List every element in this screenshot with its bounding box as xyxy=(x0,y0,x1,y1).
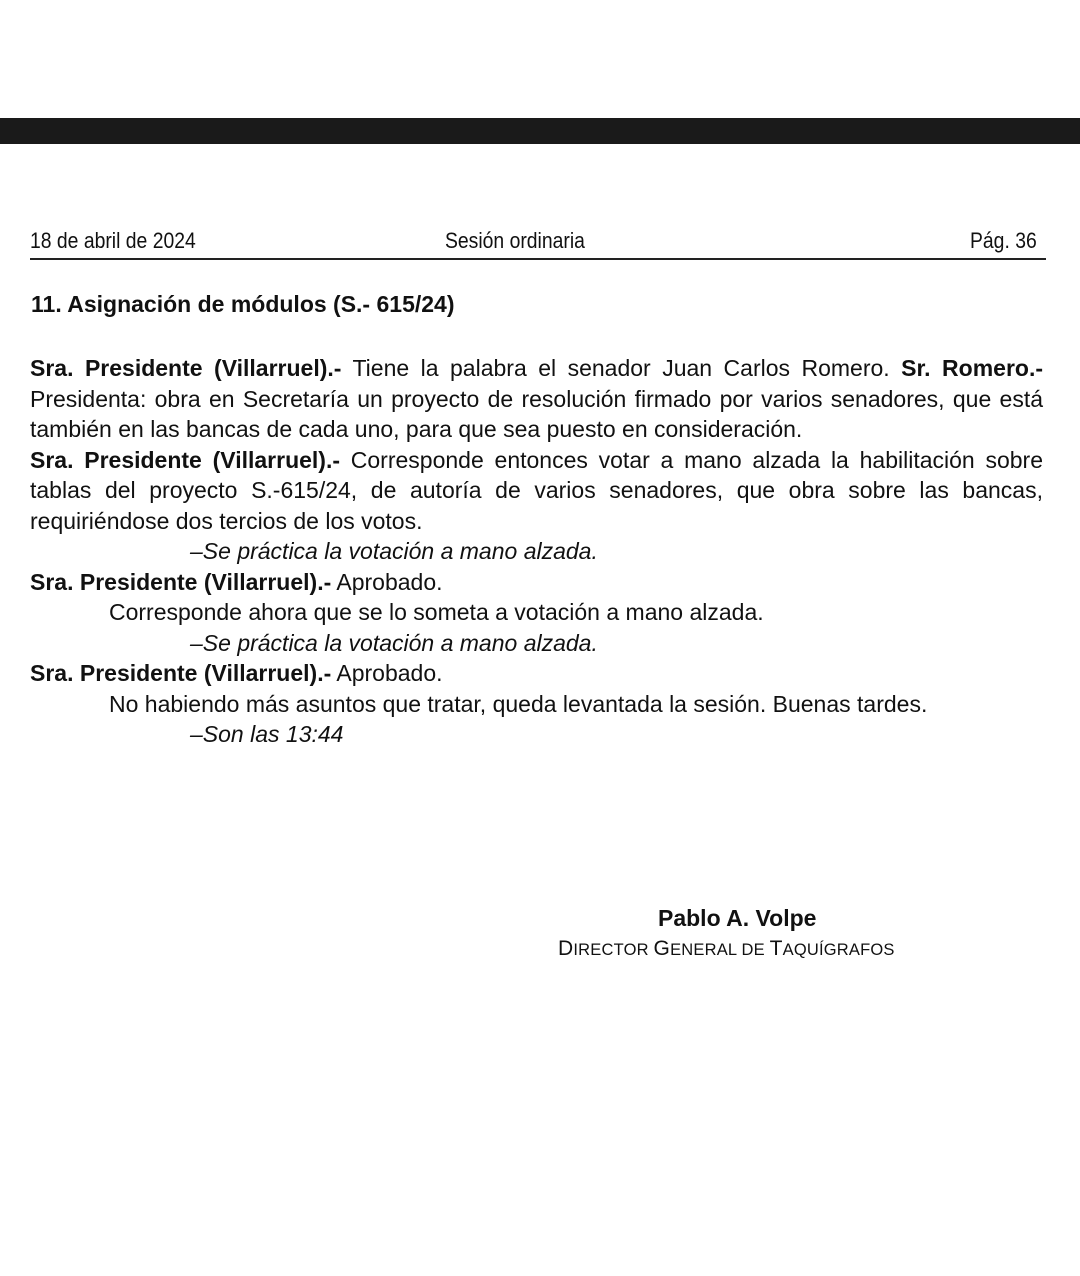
speech-text: Tiene la palabra el senador Juan Carlos Romero. xyxy=(341,355,902,381)
signature-block xyxy=(558,902,978,965)
stage-direction: –Son las 13:44 xyxy=(190,721,344,747)
speaker-label: Sra. Presidente (Villarruel).- xyxy=(30,446,341,473)
speech-text: Presidenta: obra en Secretaría un proyecto de resolución firmado por varios senadores, que está también en las bancas de cada uno, para que sea puesto en consideración. xyxy=(30,385,1043,442)
top-bar xyxy=(0,118,1080,144)
title-cap: D xyxy=(558,937,574,960)
stage-direction: –Se práctica la votación a mano alzada. xyxy=(190,538,598,564)
stage-direction: –Se práctica la votación a mano alzada. xyxy=(190,629,598,656)
title-small-caps: ENERAL DE xyxy=(670,941,770,959)
section-title: 11. Asignación de módulos (S.- 615/24) xyxy=(31,291,455,317)
speech-text: Aprobado. xyxy=(331,568,443,595)
header-date: 18 de abril de 2024 xyxy=(30,228,196,253)
paragraph-5 xyxy=(30,658,1043,689)
page-header xyxy=(30,226,1046,260)
title-cap: T xyxy=(769,937,783,960)
paragraph-2 xyxy=(30,445,1043,537)
title-cap: G xyxy=(653,937,671,960)
signatory-title xyxy=(558,934,978,965)
speaker-label: Sra. Presidente (Villarruel).- xyxy=(30,660,332,686)
header-session: Sesión ordinaria xyxy=(445,228,585,253)
paragraph-1 xyxy=(30,353,1043,445)
title-small-caps: IRECTOR xyxy=(573,941,654,959)
paragraph-4: Corresponde ahora que se lo someta a votación a mano alzada. xyxy=(109,599,764,625)
signatory-name: Pablo A. Volpe xyxy=(658,905,817,931)
speech-text: Aprobado. xyxy=(331,660,443,686)
speaker-label: Sr. Romero.- xyxy=(901,355,1043,381)
title-small-caps: AQUÍGRAFOS xyxy=(782,941,895,959)
header-page-number: Pág. 36 xyxy=(970,228,1037,253)
speaker-label: Sra. Presidente (Villarruel).- xyxy=(30,568,332,595)
speaker-label: Sra. Presidente (Villarruel).- xyxy=(30,355,342,381)
paragraph-3 xyxy=(30,567,1043,598)
paragraph-6: No habiendo más asuntos que tratar, queda levantada la sesión. Buenas tardes. xyxy=(109,690,928,717)
transcript-body xyxy=(30,353,1043,750)
speech-text: Corresponde entonces votar a mano alzada la habilitación sobre tablas del proyecto S.-615/24, de autoría de varios senadores, que obra sobre las bancas, requiriéndose dos tercios de los votos. xyxy=(30,446,1044,534)
